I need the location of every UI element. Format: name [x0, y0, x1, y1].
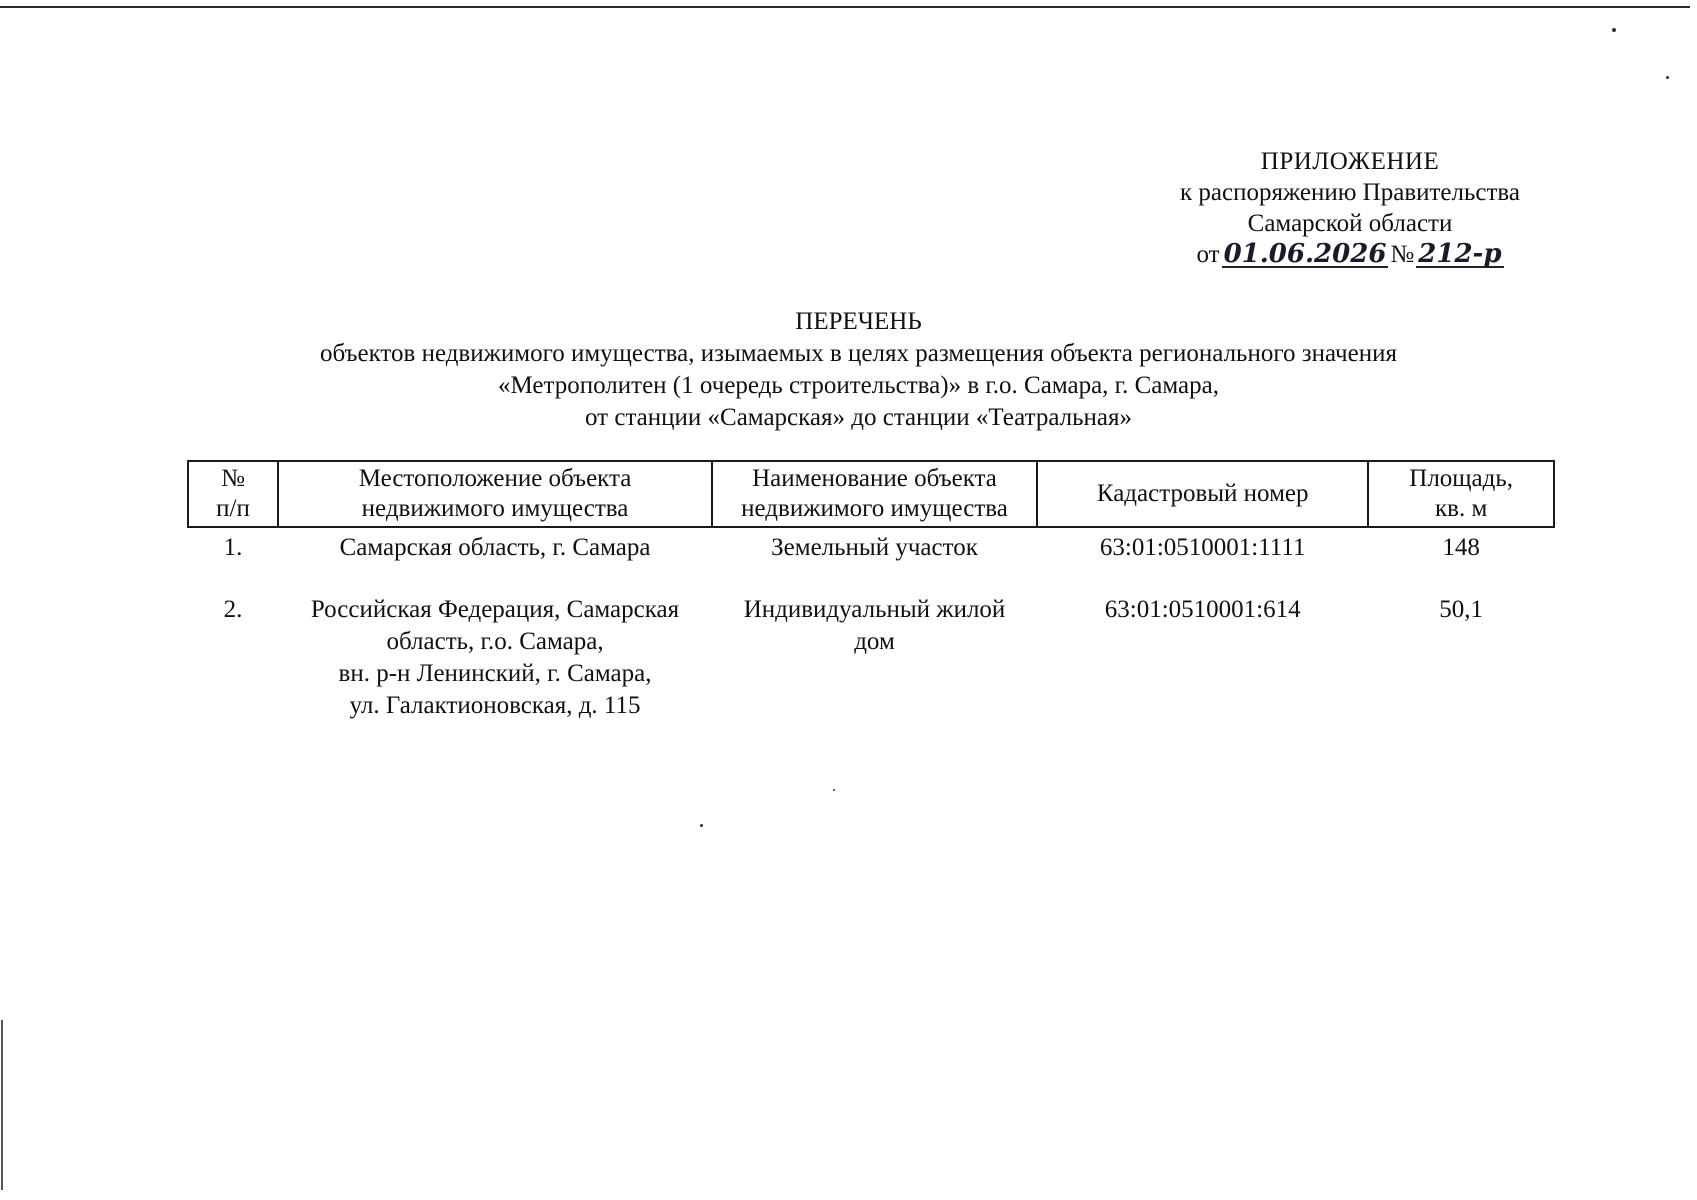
table-row — [188, 590, 1554, 748]
scan-speck — [1612, 28, 1616, 32]
handwritten-number: 212-р — [1418, 239, 1502, 269]
header-cadastral-line-1: Кадастровый номер — [1096, 480, 1309, 507]
object-name-line: Земельный участок — [771, 534, 978, 561]
scan-top-border-line — [0, 6, 1690, 8]
object-name-line: Индивидуальный жилой — [743, 596, 1006, 623]
heading-line-1: объектов недвижимого имущества, изымаемых в целях размещения объекта регионального значения — [319, 340, 1397, 367]
date-prefix: от — [1196, 241, 1220, 268]
header-cadastral-number — [1037, 461, 1368, 527]
row-location — [278, 527, 712, 590]
header-object-name — [712, 461, 1037, 527]
row-area: 50,1 — [1439, 596, 1484, 623]
scan-speck — [1666, 76, 1669, 79]
header-number — [188, 461, 278, 527]
header-location-line-2: недвижимого имущества — [361, 495, 629, 522]
property-register-table — [187, 460, 1555, 748]
row-cadastral-number: 63:01:0510001:1111 — [1099, 534, 1306, 561]
header-area-line-2: кв. м — [1435, 495, 1488, 522]
row-object-name — [712, 527, 1037, 590]
scan-speck — [700, 824, 703, 827]
scan-left-edge-mark — [1, 1020, 3, 1190]
number-sign: № — [1390, 241, 1415, 268]
location-line: Самарская область, г. Самара — [339, 534, 651, 561]
header-object-name-line-2: недвижимого имущества — [741, 495, 1008, 522]
scan-speck — [833, 789, 835, 791]
row-area: 148 — [1442, 534, 1480, 561]
row-location — [278, 590, 712, 748]
location-line: Российская Федерация, Самарская — [310, 596, 680, 623]
handwritten-date: 01.06.2026 — [1223, 239, 1387, 269]
header-object-name-line-1: Наименование объекта — [752, 465, 997, 492]
heading-line-3: от станции «Самарская» до станции «Театральная» — [585, 404, 1132, 431]
heading-line-2: «Метрополитен (1 очередь строительства)» в г.о. Самара, г. Самара, — [498, 372, 1219, 399]
appendix-title: ПРИЛОЖЕНИЕ — [1260, 148, 1440, 175]
row-object-name — [712, 590, 1037, 748]
table-header-row — [188, 461, 1554, 527]
appendix-line-2: Самарской области — [1247, 210, 1453, 237]
appendix-block — [1150, 146, 1550, 270]
heading-title: ПЕРЕЧЕНЬ — [795, 308, 922, 335]
header-location — [278, 461, 712, 527]
location-line: вн. р-н Ленинский, г. Самара, — [338, 660, 652, 687]
header-number-line-2: п/п — [216, 495, 250, 522]
header-area-line-1: Площадь, — [1409, 465, 1514, 492]
object-name-line: дом — [854, 628, 895, 655]
location-line: область, г.о. Самара, — [386, 628, 604, 655]
header-location-line-1: Местоположение объекта — [358, 465, 632, 492]
appendix-line-1: к распоряжению Правительства — [1179, 179, 1520, 206]
header-area — [1368, 461, 1554, 527]
location-line: ул. Галактионовская, д. 115 — [349, 692, 641, 719]
row-cadastral-number: 63:01:0510001:614 — [1104, 596, 1301, 623]
header-number-line-1: № — [221, 465, 245, 492]
table-row — [188, 527, 1554, 590]
appendix-date-line — [1150, 239, 1550, 270]
document-heading — [0, 306, 1697, 434]
row-number: 2. — [223, 596, 243, 623]
row-number: 1. — [223, 534, 243, 561]
